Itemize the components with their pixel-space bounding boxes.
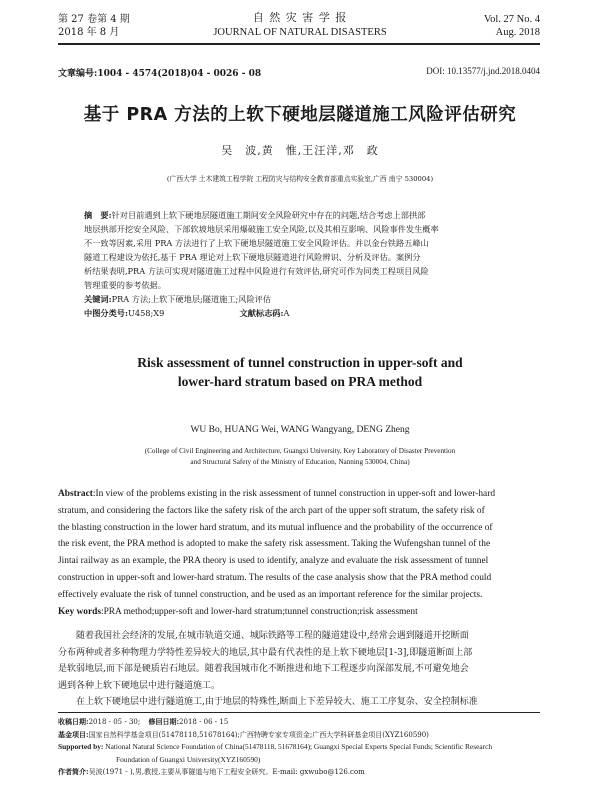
header-date-en: Aug. 2018	[495, 27, 540, 38]
doc-code-label: 文献标志码:	[239, 308, 284, 318]
classification-zh	[84, 306, 524, 320]
supported-en: Supported by: National Natural Science Foundation of China(51478118, 51678164); Guangxi Special Experts Special Funds; Scientific Research	[58, 742, 493, 752]
body-line: 是软弱地层,而下部是硬质岩石地层。随着我国城市化不断推进和地下工程逐步向深部发展,不可避免地会	[58, 664, 469, 674]
keywords-en-label: Key words	[58, 606, 101, 617]
body-line: 遇到各种上软下硬地层中进行隧道施工。	[58, 680, 221, 691]
abstract-zh-label: 摘 要:	[84, 210, 112, 220]
header-journal-en: JOURNAL OF NATURAL DISASTERS	[213, 27, 387, 38]
header-journal-zh: 自 然 灾 害 学 报	[252, 11, 348, 24]
abstract-zh-line: 管理重要的参考依据。	[84, 280, 166, 290]
clc-label: 中图分类号:	[84, 308, 128, 318]
header-rule	[58, 43, 540, 45]
header-date-zh: 2018 年 8 月	[58, 27, 120, 38]
clc-value: U458;X9	[127, 308, 165, 318]
article-number: 文章编号:1004 - 4574(2018)04 - 0026 - 08	[58, 69, 262, 79]
abstract-zh-line: 析结果表明,PRA 方法可实现对隧道施工过程中风险进行有效评估,研究可作为同类工程项目风险	[84, 266, 429, 276]
header-volume-zh: 第 27 卷第 4 期	[58, 14, 130, 25]
authors-zh: 吴 波,黄 惟,王汪洋,邓 政	[221, 144, 379, 157]
title-en: Risk assessment of tunnel construction in upper-soft and lower-hard stratum based on PRA method	[137, 355, 463, 389]
affiliation-en: (College of Civil Engineering and Architecture, Guangxi University, Key Laboratory of Disaster Prevention and Structural Safety of the Ministry of Education, Nanning 530004, China)	[144, 447, 456, 466]
keywords-zh-label: 关键词:	[84, 294, 112, 304]
abstract-en: Abstract:In view of the problems existing in the risk assessment of tunnel construction in upper-soft and lower-hard stratum, and considering the factors like the safety risk of the arch part of the upper soft stratum, the safety risk of the blasting construction in the lower hard stratum, and its mutual influence and the probability of the occurrence of the risk event, the PRA method is adopted to make the safety risk assessment. Taking the Wufengshan tunnel of the Jintai railway as an example, the PRA theory is used to identify, analyze and evaluate the risk assessment of tunnel construction in upper-soft and lower-hard stratum. The results of the case analysis show that the PRA method could effectively evaluate the risk of tunnel construction, and be used as an important reference for the similar projects. Key words:PRA method;upper-soft and lower-hard stratum;tunnel construction;risk assessment	[58, 486, 540, 620]
abstract-zh-line: 摘 要:针对目前遇到上软下硬地层隧道施工期间安全风险研究中存在的问题,结合考虑上部拱部	[84, 210, 426, 220]
abstract-zh-line: 不一致等因素,采用 PRA 方法进行了上软下硬地层隧道施工安全风险评估。并以金台铁路五峰山	[84, 238, 429, 248]
authors-en: WU Bo, HUANG Wei, WANG Wangyang, DENG Zheng	[190, 425, 410, 435]
footnote-rule	[58, 712, 540, 713]
abstract-en-label: Abstract	[58, 489, 93, 499]
footnotes	[58, 716, 540, 779]
body-line: 在上软下硬地层中进行隧道施工,由于地层的特殊性,断面上下差异较大、施工工序复杂、安全控制标准	[58, 697, 478, 707]
affiliation-zh: (广西大学 土木建筑工程学院 工程防灾与结构安全教育部重点实验室,广西 南宁 530004)	[166, 175, 434, 183]
supported-en-cont: Foundation of Guangxi University(XYZ160590)	[116, 754, 261, 764]
abstract-zh-line: 隧道工程建设为依托,基于 PRA 理论对上软下硬地层隧道进行风险辨识、分析及评估。案例分	[84, 252, 421, 262]
header-volume-en: Vol. 27 No. 4	[483, 14, 540, 25]
author-bio: 作者简介:吴波(1971 - ),男,教授,主要从事隧道与地下工程安全研究。E-mail: gxwubo@126.com	[58, 767, 365, 777]
body-line: 随着我国社会经济的发展,在城市轨道交通、城际铁路等工程的隧道建设中,经常会遇到隧道开挖断面	[58, 631, 469, 641]
title-zh: 基于 PRA 方法的上软下硬地层隧道施工风险评估研究	[83, 105, 517, 125]
abstract-zh-line: 地层拱部开挖安全风险、下部软坡地层采用爆破施工安全风险,以及其相互影响、风险事件发生概率	[84, 224, 439, 234]
keywords-zh: 关键词:PRA 方法;上软下硬地层;隧道施工;风险评估	[84, 294, 272, 304]
received-date: 收稿日期:2018 - 05 - 30; 修回日期:2018 - 06 - 15	[58, 717, 229, 726]
doc-code-value: A	[283, 308, 290, 318]
body-text-zh	[58, 628, 540, 711]
keywords-en: Key words:PRA method;upper-soft and lower-hard stratum;tunnel construction;risk assessment	[58, 606, 418, 617]
body-line: 分布两种或者多种物理力学特性差异较大的地层,其中最有代表性的是上软下硬地层[1-3],即隧道断面上部	[58, 647, 473, 658]
doi: DOI: 10.13577/j.jnd.2018.0404	[426, 66, 540, 76]
abstract-zh	[84, 208, 524, 320]
fund-zh: 基金项目:国家自然科学基金项目(51478118,51678164);广西特聘专家专项资金;广西大学科研基金项目(XYZ160590)	[58, 729, 429, 739]
